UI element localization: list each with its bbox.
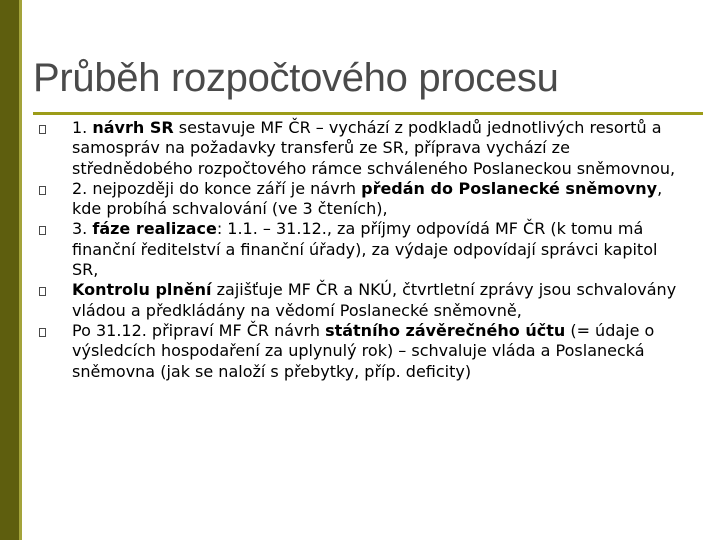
- bullet-text-bold: Kontrolu plnění: [72, 280, 212, 300]
- bullet-text-part: Po 31.12. připraví MF ČR návrh: [72, 320, 326, 340]
- bullet-text-bold: předán do Poslanecké sněmovny: [361, 178, 658, 198]
- bullet-text-part: (= údaje o výsledcích hospodaření za uplynulý rok) – schvaluje vláda a Poslanecká sněmovna (jak se naloží s přebytky, příp. deficity): [72, 320, 655, 381]
- bullet-item: [36, 219, 686, 280]
- bullet-text: [72, 219, 657, 279]
- square-bullet-icon: [39, 125, 46, 134]
- square-bullet-icon: [39, 186, 46, 195]
- bullet-text-bold: fáze realizace: [92, 219, 217, 239]
- square-bullet-icon: [39, 328, 46, 337]
- bullet-text-bold: státního závěrečného účtu: [325, 320, 566, 340]
- title-underline: [33, 112, 703, 115]
- bullet-text: [72, 118, 675, 178]
- bullet-item: [36, 280, 686, 321]
- bullet-text-bold: návrh SR: [92, 118, 174, 137]
- bullet-text: [72, 280, 676, 319]
- bullet-text-part: : 1.1. – 31.12., za příjmy odpovídá MF ČR (k tomu má finanční ředitelství a finanční úřady), za výdaje odpovídají správci kapitol SR,: [72, 219, 658, 280]
- bullet-list: [36, 118, 686, 382]
- square-bullet-icon: [39, 287, 46, 296]
- bullet-text-part: sestavuje MF ČR – vychází z podkladů jednotlivých resortů a samospráv na požadavky transferů ze SR, příprava vychází ze střednědobého rozpočtového rámce schváleného Poslaneckou sněmovnou,: [72, 118, 676, 178]
- slide-title: Průběh rozpočtového procesu: [33, 56, 559, 100]
- square-bullet-icon: [39, 226, 46, 235]
- bullet-item: [36, 321, 686, 382]
- left-accent-bar: [0, 0, 19, 540]
- bullet-item: [36, 179, 686, 220]
- bullet-text: [72, 179, 662, 218]
- bullet-text-part: zajišťuje MF ČR a NKÚ, čtvrtletní zprávy jsou schvalovány vládou a předkládány na vědomí Poslanecké sněmovně,: [72, 280, 677, 320]
- bullet-text: [72, 321, 654, 381]
- left-accent-bar-highlight: [19, 0, 22, 540]
- bullet-item: [36, 118, 686, 179]
- bullet-text-part: , kde probíhá schvalování (ve 3 čteních),: [72, 178, 663, 219]
- bullet-text-part: 1.: [72, 118, 93, 137]
- bullet-text-part: 2. nejpozději do konce září je návrh: [72, 178, 362, 198]
- bullet-text-part: 3.: [72, 219, 93, 239]
